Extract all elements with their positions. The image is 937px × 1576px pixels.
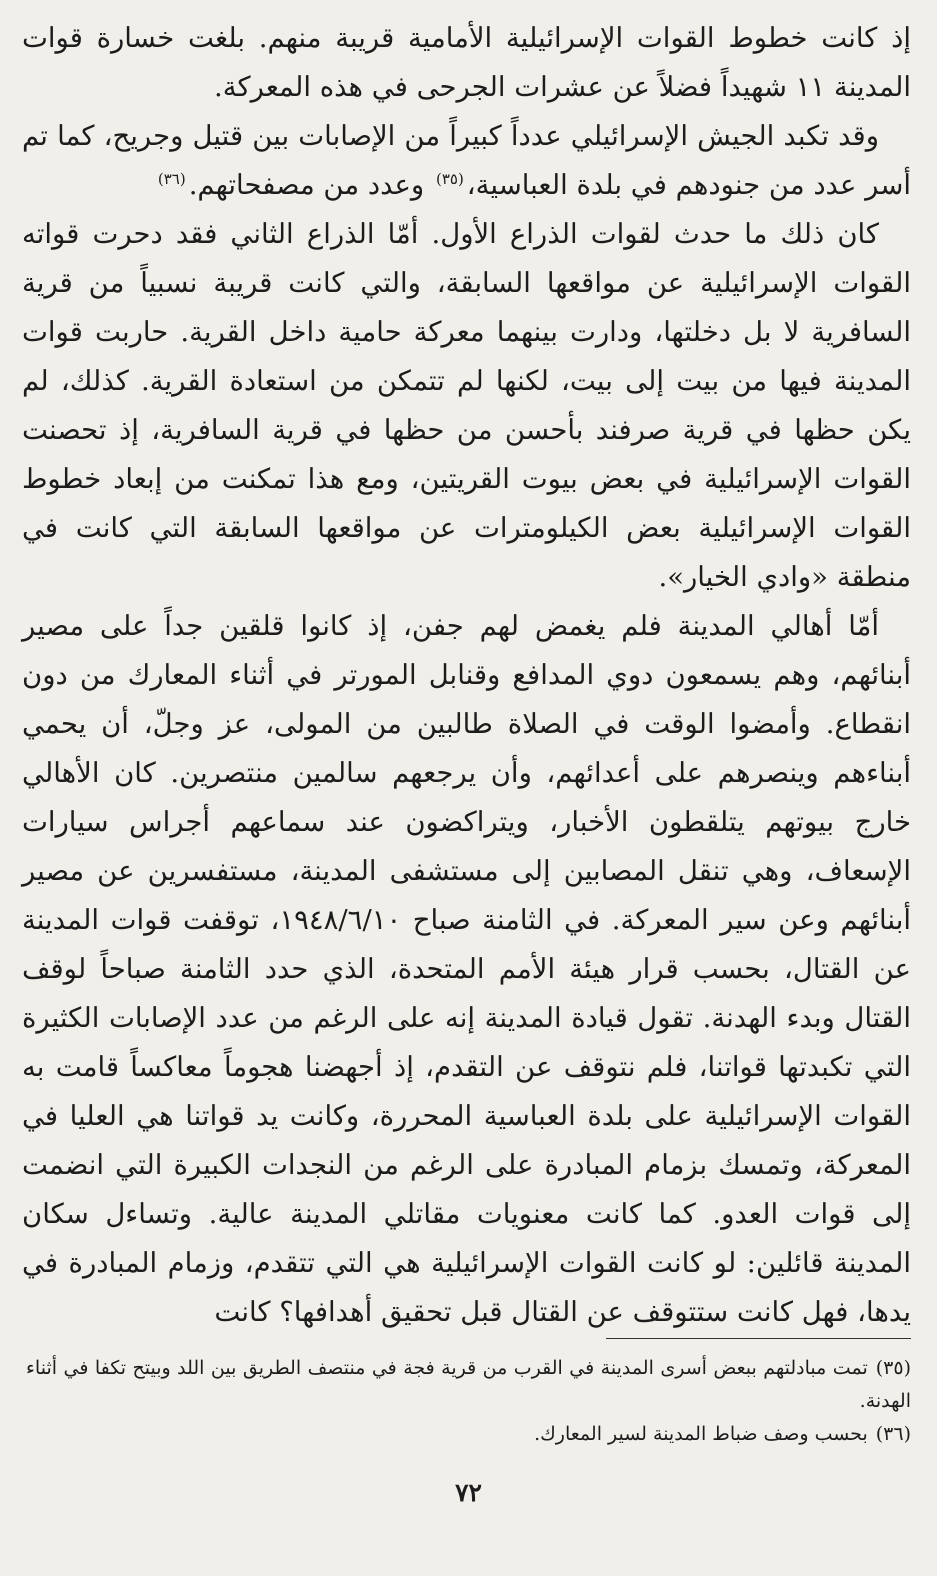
paragraph-1: إذ كانت خطوط القوات الإسرائيلية الأمامية قريبة منهم. بلغت خسارة قوات المدينة ١١ شهيداً فضلاً عن عشرات الجرحى في هذه المعركة. <box>22 22 911 103</box>
footnote-36 <box>26 1418 911 1451</box>
paragraph-2-part-1: وقد تكبد الجيش الإسرائيلي عدداً كبيراً من الإصابات بين قتيل وجريح، كما تم أسر عدد من جنودهم في بلدة العباسية، <box>22 120 911 201</box>
footnotes <box>26 1352 911 1451</box>
footnote-ref-36: (٣٦) <box>157 169 186 188</box>
footnote-35 <box>26 1352 911 1418</box>
paragraph-4: أمّا أهالي المدينة فلم يغمض لهم جفن، إذ كانوا قلقين جداً على مصير أبنائهم، وهم يسمعون دوي المدافع وقنابل المورتر في أثناء المعارك من دون انقطاع. وأمضوا الوقت في الصلاة طالبين من المولى، عز وجلّ، أن يحمي أبناءهم وينصرهم على أعدائهم، وأن يرجعهم سالمين منتصرين. كان الأهالي خارج بيوتهم يتلقطون الأخبار، ويتراكضون عند سماعهم أجراس سيارات الإسعاف، وهي تنقل المصابين إلى مستشفى المدينة، مستفسرين عن مصير أبنائهم وعن سير المعركة. في الثامنة صباح ١٩٤٨/٦/١٠، توقفت قوات المدينة عن القتال، بحسب قرار هيئة الأمم المتحدة، الذي حدد الثامنة صباحاً لوقف القتال وبدء الهدنة. تقول قيادة المدينة إنه على الرغم من عدد الإصابات الكثيرة التي تكبدتها قواتنا، فلم نتوقف عن التقدم، إذ أجهضنا هجوماً معاكساً قامت به القوات الإسرائيلية على بلدة العباسية المحررة، وكانت يد قواتنا هي العليا في المعركة، وتمسك بزمام المبادرة على الرغم من النجدات الكبيرة التي انضمت إلى قوات العدو. كما كانت معنويات مقاتلي المدينة عالية. وتساءل سكان المدينة قائلين: لو كانت القوات الإسرائيلية هي التي تتقدم، وزمام المبادرة في يدها، فهل كانت ستتوقف عن القتال قبل تحقيق أهدافها؟ كانت <box>22 610 911 1328</box>
footnote-number: (٣٦) <box>875 1423 911 1445</box>
page-number: ٧٢ <box>455 1478 482 1507</box>
footnote-text: تمت مبادلتهم ببعض أسرى المدينة في القرب من قرية فجة في منتصف الطريق بين اللد وبيتح تكفا في أثناء الهدنة. <box>26 1357 911 1412</box>
main-text <box>22 14 911 1337</box>
paragraph-2-part-2: وعدد من مصفحاتهم. <box>188 169 425 201</box>
footnote-separator <box>606 1338 911 1339</box>
footnote-text: بحسب وصف ضباط المدينة لسير المعارك. <box>534 1423 868 1445</box>
paragraph-2 <box>22 112 911 210</box>
footnote-ref-35: (٣٥) <box>435 169 464 188</box>
footnote-number: (٣٥) <box>875 1357 911 1379</box>
paragraph-3: كان ذلك ما حدث لقوات الذراع الأول. أمّا الذراع الثاني فقد دحرت قواته القوات الإسرائيلية عن مواقعها السابقة، والتي كانت قريبة نسبياً من قرية السافرية لا بل دخلتها، ودارت بينهما معركة حامية داخل القرية. حاربت قوات المدينة فيها من بيت إلى بيت، لكنها لم تتمكن من استعادة القرية. كذلك، لم يكن حظها في قرية صرفند بأحسن من حظها في قرية السافرية، إذ تحصنت القوات الإسرائيلية في بعض بيوت القريتين، ومع هذا تمكنت من إبعاد خطوط القوات الإسرائيلية بعض الكيلومترات عن مواقعها السابقة التي كانت في منطقة «وادي الخيار». <box>22 218 911 593</box>
